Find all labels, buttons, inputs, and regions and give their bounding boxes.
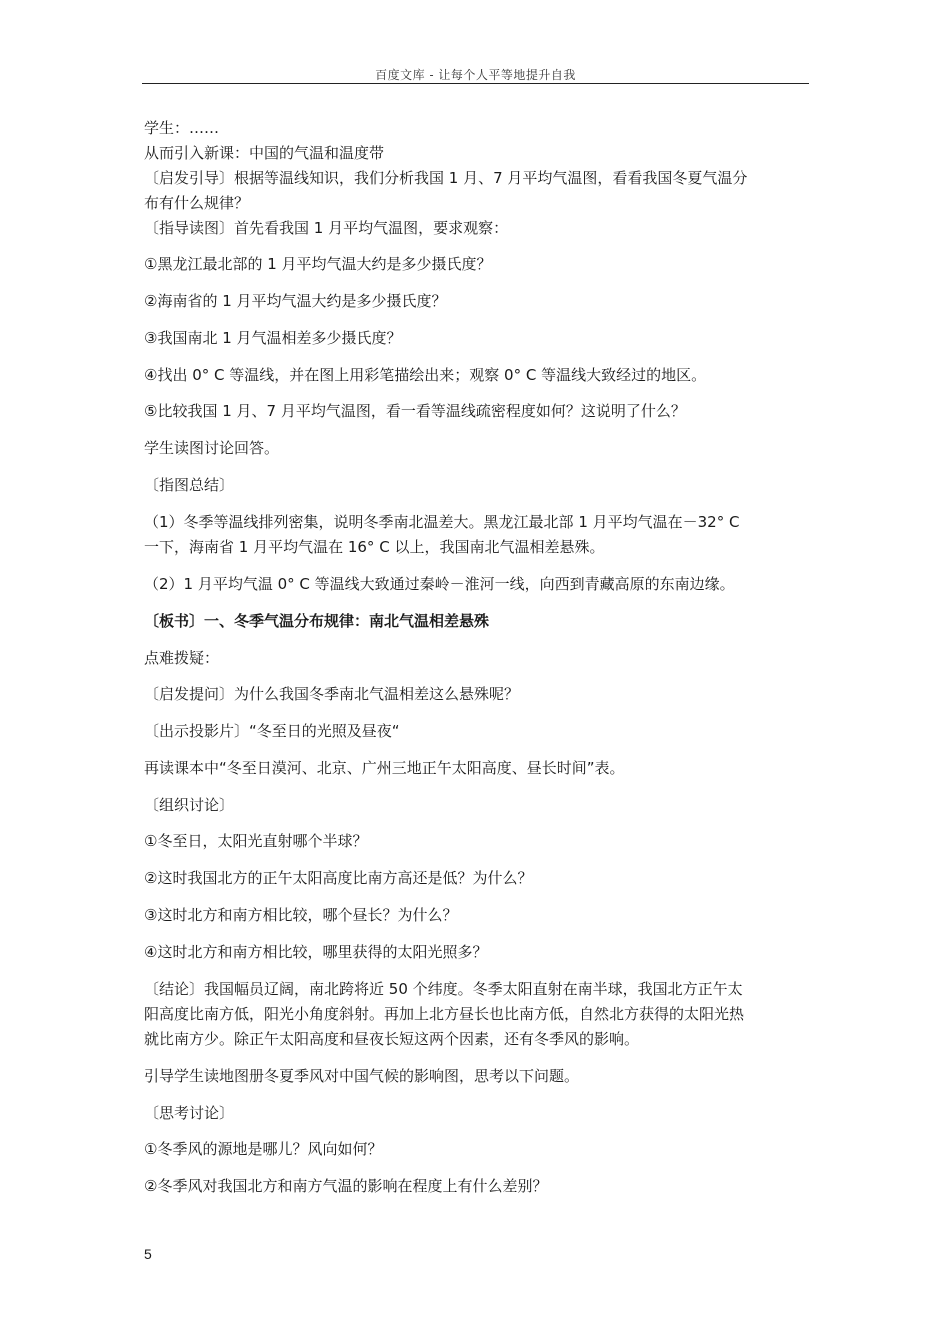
- text-line: （2）1 月平均气温 0° C 等温线大致通过秦岭－淮河一线，向西到青藏高原的东南边缘。: [144, 575, 735, 593]
- blackboard-heading: 〔板书〕一、冬季气温分布规律：南北气温相差悬殊: [144, 612, 490, 630]
- text-line: 布有什么规律？: [144, 194, 250, 212]
- text-line: 再读课本中“冬至日漠河、北京、广州三地正午太阳高度、昼长时间”表。: [144, 759, 625, 777]
- text-line: 阳高度比南方低，阳光小角度斜射。再加上北方昼长也比南方低，自然北方获得的太阳光热: [144, 1005, 745, 1023]
- text-line: 从而引入新课：中国的气温和温度带: [144, 144, 385, 162]
- text-line: ②海南省的 1 月平均气温大约是多少摄氏度？: [144, 292, 447, 310]
- text-line: 〔启发引导〕根据等温线知识，我们分析我国 1 月、7 月平均气温图，看看我国冬夏气温分: [144, 169, 748, 187]
- text-line: ②冬季风对我国北方和南方气温的影响在程度上有什么差别？: [144, 1177, 548, 1195]
- text-line: 〔组织讨论〕: [144, 796, 235, 814]
- text-line: 〔思考讨论〕: [144, 1104, 235, 1122]
- text-line: 〔启发提问〕为什么我国冬季南北气温相差这么悬殊呢？: [144, 685, 520, 703]
- text-line: ④这时北方和南方相比较，哪里获得的太阳光照多？: [144, 943, 488, 961]
- text-line: （1）冬季等温线排列密集，说明冬季南北温差大。黑龙江最北部 1 月平均气温在－32° C: [144, 513, 740, 531]
- page-header: 百度文库 - 让每个人平等地提升自我: [375, 68, 576, 82]
- text-line: ③这时北方和南方相比较，哪个昼长？为什么？: [144, 906, 458, 924]
- text-line: 学生读图讨论回答。: [144, 439, 280, 457]
- text-line: ②这时我国北方的正午太阳高度比南方高还是低？为什么？: [144, 869, 533, 887]
- text-line: ①黑龙江最北部的 1 月平均气温大约是多少摄氏度？: [144, 255, 492, 273]
- text-line: 〔指图总结〕: [144, 476, 235, 494]
- text-line: 一下，海南省 1 月平均气温在 16° C 以上，我国南北气温相差悬殊。: [144, 538, 605, 556]
- text-line: 〔出示投影片〕“冬至日的光照及昼夜“: [144, 722, 400, 740]
- text-line: 点难拨疑：: [144, 649, 220, 667]
- text-line: 〔结论〕我国幅员辽阔，南北跨将近 50 个纬度。冬季太阳直射在南半球，我国北方正午太: [144, 980, 743, 998]
- text-line: ⑤比较我国 1 月、7 月平均气温图，看一看等温线疏密程度如何？这说明了什么？: [144, 402, 686, 420]
- text-line: ①冬季风的源地是哪儿？风向如何？: [144, 1140, 383, 1158]
- text-line: ④找出 0° C 等温线，并在图上用彩笔描绘出来；观察 0° C 等温线大致经过的地区。: [144, 366, 707, 384]
- text-line: 学生：……: [144, 119, 220, 137]
- text-line: ③我国南北 1 月气温相差多少摄氏度？: [144, 329, 402, 347]
- text-line: 就比南方少。除正午太阳高度和昼夜长短这两个因素，还有冬季风的影响。: [144, 1030, 640, 1048]
- header-divider: [142, 83, 809, 84]
- page-number: 5: [144, 1246, 152, 1262]
- text-line: ①冬至日，太阳光直射哪个半球？: [144, 832, 368, 850]
- text-line: 引导学生读地图册冬夏季风对中国气候的影响图，思考以下问题。: [144, 1067, 580, 1085]
- text-line: 〔指导读图〕首先看我国 1 月平均气温图，要求观察：: [144, 219, 509, 237]
